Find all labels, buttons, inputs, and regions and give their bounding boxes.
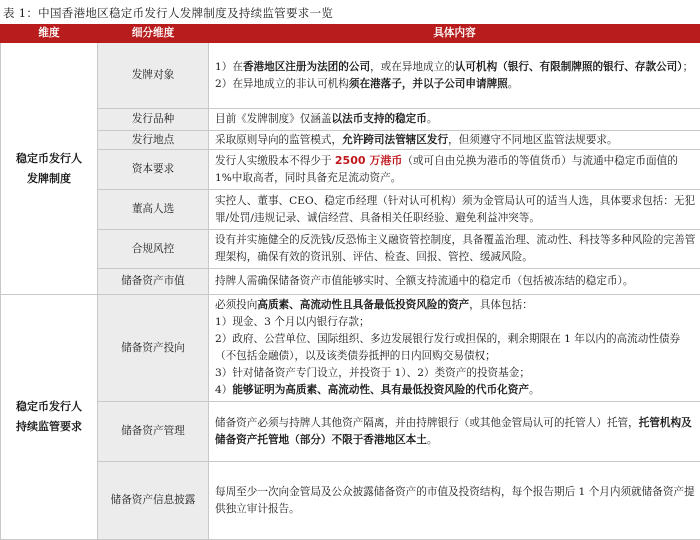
row-content-license-target: 1）在香港地区注册为法团的公司，或在异地成立的认可机构（银行、有限制牌照的银行、存款公司）； 2）在异地成立的非认可机构须在港落子，并以子公司申请牌照。: [209, 43, 700, 109]
row-content-compliance: 设有并实施健全的反洗钱/反恐怖主义融资管控制度，具备覆盖治理、流动性、科技等多种风险的完善管理架构，确保有效的资讯别、评估、检查、回报、管控、缓减风险。: [209, 230, 700, 269]
row-label-issuance-type: 发行品种: [98, 109, 209, 131]
row-label-executives: 董高人选: [98, 190, 209, 230]
row-label-reserve-custody: 储备资产管理: [98, 402, 209, 462]
row-content-reserve-investment: 必须投向高质素、高流动性且具备最低投资风险的资产，具体包括： 1）现金、3 个月以内银行存款； 2）政府、公营单位、国际组织、多边发展银行发行或担保的，剩余期限在 1 年以内的高流动性债券（不包括金融债），以及该类债券抵押的日内回购交易债权； 3）针对储备资产专门设立，并投资于 1）、2）类资产的投资基金； 4）能够证明为高质素、高流动性、具有最低投资风险的代币化资产。: [209, 295, 700, 402]
row-content-capital-requirement: 发行人实缴股本不得少于 2500 万港币（或可自由兑换为港币的等值货币）与流通中稳定币面值的 1%中取高者，同时具备充足流动资产。: [209, 150, 700, 190]
table-row: [1, 295, 700, 402]
header-content: 具体内容: [209, 25, 700, 43]
row-label-reserve-disclosure: 储备资产信息披露: [98, 462, 209, 540]
row-content-reserve-value: 持牌人需确保储备资产市值能够实时、全额支持流通中的稳定币（包括被冻结的稳定币）。: [209, 269, 700, 295]
row-label-compliance: 合规风控: [98, 230, 209, 269]
row-content-issuance-type: 目前《发牌制度》仅涵盖以法币支持的稳定币。: [209, 109, 700, 131]
row-content-issuance-location: 采取原则导向的监管模式，允许跨司法管辖区发行，但须遵守不同地区监管法规要求。: [209, 131, 700, 150]
group-licensing-regime: 稳定币发行人 发牌制度: [1, 43, 98, 295]
row-label-license-target: 发牌对象: [98, 43, 209, 109]
header-dimension: 维度: [1, 25, 98, 43]
row-label-reserve-investment: 储备资产投向: [98, 295, 209, 402]
table-row: [1, 462, 700, 540]
row-label-capital-requirement: 资本要求: [98, 150, 209, 190]
capital-amount: 2500 万港币: [335, 154, 402, 167]
table-row: [1, 402, 700, 462]
table-row: [1, 131, 700, 150]
table-row: [1, 230, 700, 269]
table-row: [1, 109, 700, 131]
header-row: [1, 25, 700, 43]
group-ongoing-supervision: 稳定币发行人 持续监管要求: [1, 295, 98, 540]
row-content-reserve-custody: 储备资产必须与持牌人其他资产隔离，并由持牌银行（或其他金管局认可的托管人）托管，托管机构及储备资产托管地（部分）不限于香港地区本土。: [209, 402, 700, 462]
table-row: [1, 269, 700, 295]
row-label-issuance-location: 发行地点: [98, 131, 209, 150]
row-content-executives: 实控人、董事、CEO、稳定币经理（针对认可机构）须为金管局认可的适当人选，具体要求包括：无犯罪/处罚/违规记录、诚信经营、具备相关任职经验、避免利益冲突等。: [209, 190, 700, 230]
table-row: [1, 190, 700, 230]
header-sub-dimension: 细分维度: [98, 25, 209, 43]
table-caption: 表 1：中国香港地区稳定币发行人发牌制度及持续监管要求一览: [3, 5, 333, 21]
table-row: [1, 43, 700, 109]
row-content-reserve-disclosure: 每周至少一次向金管局及公众披露储备资产的市值及投资结构，每个报告期后 1 个月内须就储备资产提供独立审计报告。: [209, 462, 700, 540]
regulation-table: [0, 24, 700, 540]
table-row: [1, 150, 700, 190]
row-label-reserve-value: 储备资产市值: [98, 269, 209, 295]
